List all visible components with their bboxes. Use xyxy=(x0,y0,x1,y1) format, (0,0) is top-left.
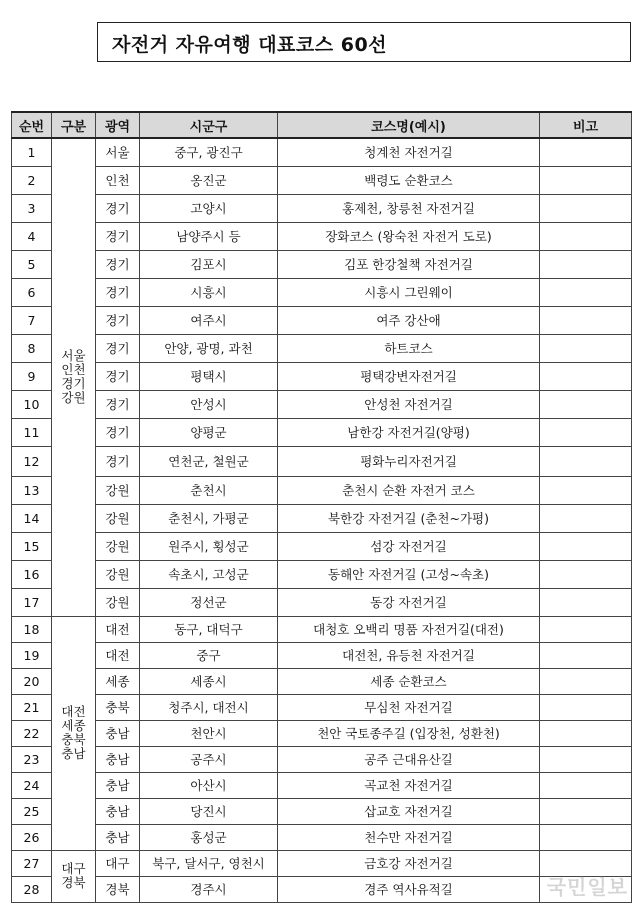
region-cell: 대구 xyxy=(96,850,140,876)
page-title: 자전거 자유여행 대표코스 60선 xyxy=(112,34,388,56)
table-row xyxy=(12,138,632,166)
course-cell: 장화코스 (왕숙천 자전거 도로) xyxy=(278,222,540,250)
group-label-line: 서울 xyxy=(61,348,86,364)
row-number: 24 xyxy=(12,772,52,798)
row-number: 27 xyxy=(12,850,52,876)
table-row xyxy=(12,588,632,616)
row-number: 26 xyxy=(12,824,52,850)
note-cell xyxy=(540,250,632,278)
city-cell: 천안시 xyxy=(140,720,278,746)
note-cell xyxy=(540,390,632,418)
region-cell: 서울 xyxy=(96,138,140,166)
row-number: 23 xyxy=(12,746,52,772)
row-number: 20 xyxy=(12,668,52,694)
group-cell xyxy=(52,616,96,850)
table-header-row xyxy=(12,112,632,138)
note-cell xyxy=(540,824,632,850)
row-number: 7 xyxy=(12,306,52,334)
note-cell xyxy=(540,138,632,166)
group-label-line: 경기 xyxy=(61,376,86,392)
course-cell: 천안 국토종주길 (입장천, 성환천) xyxy=(278,720,540,746)
course-cell: 공주 근대유산길 xyxy=(278,746,540,772)
city-cell: 남양주시 등 xyxy=(140,222,278,250)
note-cell xyxy=(540,588,632,616)
table-body xyxy=(12,138,632,902)
region-cell: 강원 xyxy=(96,532,140,560)
row-number: 25 xyxy=(12,798,52,824)
region-cell: 대전 xyxy=(96,616,140,642)
course-cell: 청계천 자전거길 xyxy=(278,138,540,166)
city-cell: 여주시 xyxy=(140,306,278,334)
course-cell: 동강 자전거길 xyxy=(278,588,540,616)
region-cell: 충남 xyxy=(96,798,140,824)
row-number: 2 xyxy=(12,166,52,194)
group-label-line: 대전 xyxy=(61,704,86,719)
table-row xyxy=(12,250,632,278)
note-cell xyxy=(540,166,632,194)
table-row xyxy=(12,616,632,642)
row-number: 17 xyxy=(12,588,52,616)
group-cell xyxy=(52,138,96,616)
city-cell: 연천군, 철원군 xyxy=(140,446,278,476)
city-cell: 중구, 광진구 xyxy=(140,138,278,166)
city-cell: 동구, 대덕구 xyxy=(140,616,278,642)
course-cell: 세종 순환코스 xyxy=(278,668,540,694)
region-cell: 충남 xyxy=(96,772,140,798)
group-label-line: 인천 xyxy=(61,362,86,378)
table-row xyxy=(12,362,632,390)
note-cell xyxy=(540,306,632,334)
course-cell: 대청호 오백리 명품 자전거길(대전) xyxy=(278,616,540,642)
city-cell: 북구, 달서구, 영천시 xyxy=(140,850,278,876)
table-row xyxy=(12,278,632,306)
city-cell: 안성시 xyxy=(140,390,278,418)
group-label-line: 충북 xyxy=(61,732,86,747)
table-row xyxy=(12,306,632,334)
course-cell: 천수만 자전거길 xyxy=(278,824,540,850)
note-cell xyxy=(540,446,632,476)
row-number: 9 xyxy=(12,362,52,390)
table-row xyxy=(12,166,632,194)
note-cell xyxy=(540,772,632,798)
city-cell: 고양시 xyxy=(140,194,278,222)
course-cell: 곡교천 자전거길 xyxy=(278,772,540,798)
course-cell: 삽교호 자전거길 xyxy=(278,798,540,824)
region-cell: 경기 xyxy=(96,334,140,362)
group-label-line: 강원 xyxy=(61,390,86,406)
group-cell xyxy=(52,850,96,902)
row-number: 4 xyxy=(12,222,52,250)
note-cell xyxy=(540,642,632,668)
course-cell: 평화누리자전거길 xyxy=(278,446,540,476)
course-table xyxy=(11,111,632,903)
region-cell: 충남 xyxy=(96,720,140,746)
note-cell xyxy=(540,560,632,588)
note-cell xyxy=(540,668,632,694)
table-row xyxy=(12,194,632,222)
table-row xyxy=(12,560,632,588)
region-cell: 강원 xyxy=(96,476,140,504)
region-cell: 경기 xyxy=(96,278,140,306)
region-cell: 강원 xyxy=(96,560,140,588)
city-cell: 정선군 xyxy=(140,588,278,616)
course-cell: 대전천, 유등천 자전거길 xyxy=(278,642,540,668)
table-row xyxy=(12,720,632,746)
note-cell xyxy=(540,798,632,824)
note-cell xyxy=(540,616,632,642)
region-cell: 경기 xyxy=(96,418,140,446)
region-cell: 경기 xyxy=(96,222,140,250)
table-row xyxy=(12,772,632,798)
table-row xyxy=(12,222,632,250)
course-cell: 평택강변자전거길 xyxy=(278,362,540,390)
note-cell xyxy=(540,362,632,390)
city-cell: 원주시, 횡성군 xyxy=(140,532,278,560)
header-region: 광역 xyxy=(96,112,140,138)
course-cell: 남한강 자전거길(양평) xyxy=(278,418,540,446)
row-number: 5 xyxy=(12,250,52,278)
course-cell: 김포 한강철책 자전거길 xyxy=(278,250,540,278)
header-note: 비고 xyxy=(540,112,632,138)
table-row xyxy=(12,798,632,824)
course-cell: 섬강 자전거길 xyxy=(278,532,540,560)
header-course: 코스명(예시) xyxy=(278,112,540,138)
row-number: 13 xyxy=(12,476,52,504)
note-cell xyxy=(540,194,632,222)
table-row xyxy=(12,390,632,418)
city-cell: 옹진군 xyxy=(140,166,278,194)
region-cell: 경기 xyxy=(96,250,140,278)
course-cell: 홍제천, 창릉천 자전거길 xyxy=(278,194,540,222)
region-cell: 경기 xyxy=(96,306,140,334)
row-number: 10 xyxy=(12,390,52,418)
group-label-line: 세종 xyxy=(61,718,86,733)
row-number: 21 xyxy=(12,694,52,720)
table-row xyxy=(12,418,632,446)
header-group: 구분 xyxy=(52,112,96,138)
course-cell: 무심천 자전거길 xyxy=(278,694,540,720)
note-cell xyxy=(540,694,632,720)
table-row xyxy=(12,532,632,560)
row-number: 18 xyxy=(12,616,52,642)
row-number: 14 xyxy=(12,504,52,532)
course-cell: 동해안 자전거길 (고성~속초) xyxy=(278,560,540,588)
note-cell xyxy=(540,720,632,746)
city-cell: 평택시 xyxy=(140,362,278,390)
group-label-line: 대구 xyxy=(61,861,86,876)
note-cell xyxy=(540,532,632,560)
title-box xyxy=(97,22,631,62)
row-number: 8 xyxy=(12,334,52,362)
row-number: 15 xyxy=(12,532,52,560)
region-cell: 경북 xyxy=(96,876,140,902)
row-number: 11 xyxy=(12,418,52,446)
course-cell: 안성천 자전거길 xyxy=(278,390,540,418)
city-cell: 춘천시, 가평군 xyxy=(140,504,278,532)
course-cell: 시흥시 그린웨이 xyxy=(278,278,540,306)
course-cell: 금호강 자전거길 xyxy=(278,850,540,876)
note-cell xyxy=(540,476,632,504)
row-number: 1 xyxy=(12,138,52,166)
note-cell xyxy=(540,418,632,446)
city-cell: 세종시 xyxy=(140,668,278,694)
table-row xyxy=(12,334,632,362)
row-number: 19 xyxy=(12,642,52,668)
row-number: 16 xyxy=(12,560,52,588)
course-cell: 하트코스 xyxy=(278,334,540,362)
city-cell: 공주시 xyxy=(140,746,278,772)
course-cell: 여주 강산애 xyxy=(278,306,540,334)
region-cell: 충남 xyxy=(96,824,140,850)
table-row xyxy=(12,642,632,668)
table-row xyxy=(12,850,632,876)
row-number: 12 xyxy=(12,446,52,476)
region-cell: 대전 xyxy=(96,642,140,668)
city-cell: 당진시 xyxy=(140,798,278,824)
region-cell: 경기 xyxy=(96,446,140,476)
row-number: 28 xyxy=(12,876,52,902)
note-cell xyxy=(540,746,632,772)
region-cell: 강원 xyxy=(96,504,140,532)
city-cell: 경주시 xyxy=(140,876,278,902)
table-row xyxy=(12,824,632,850)
city-cell: 홍성군 xyxy=(140,824,278,850)
note-cell xyxy=(540,334,632,362)
table-row xyxy=(12,876,632,902)
table-row xyxy=(12,476,632,504)
city-cell: 아산시 xyxy=(140,772,278,798)
region-cell: 강원 xyxy=(96,588,140,616)
course-cell: 백령도 순환코스 xyxy=(278,166,540,194)
watermark-logo: 국민일보 xyxy=(546,875,628,899)
group-label-line: 경북 xyxy=(61,875,86,890)
row-number: 3 xyxy=(12,194,52,222)
region-cell: 충남 xyxy=(96,746,140,772)
note-cell xyxy=(540,278,632,306)
header-city: 시군구 xyxy=(140,112,278,138)
table-row xyxy=(12,694,632,720)
city-cell: 김포시 xyxy=(140,250,278,278)
course-cell: 북한강 자전거길 (춘천~가평) xyxy=(278,504,540,532)
table-row xyxy=(12,446,632,476)
course-cell: 춘천시 순환 자전거 코스 xyxy=(278,476,540,504)
region-cell: 인천 xyxy=(96,166,140,194)
course-cell: 경주 역사유적길 xyxy=(278,876,540,902)
table-row xyxy=(12,668,632,694)
group-label-line: 충남 xyxy=(61,746,86,761)
city-cell: 속초시, 고성군 xyxy=(140,560,278,588)
region-cell: 경기 xyxy=(96,194,140,222)
city-cell: 안양, 광명, 과천 xyxy=(140,334,278,362)
city-cell: 춘천시 xyxy=(140,476,278,504)
city-cell: 중구 xyxy=(140,642,278,668)
city-cell: 청주시, 대전시 xyxy=(140,694,278,720)
table-row xyxy=(12,746,632,772)
header-no: 순번 xyxy=(12,112,52,138)
note-cell xyxy=(540,222,632,250)
note-cell xyxy=(540,504,632,532)
region-cell: 경기 xyxy=(96,390,140,418)
region-cell: 충북 xyxy=(96,694,140,720)
city-cell: 양평군 xyxy=(140,418,278,446)
table-row xyxy=(12,504,632,532)
city-cell: 시흥시 xyxy=(140,278,278,306)
row-number: 6 xyxy=(12,278,52,306)
region-cell: 경기 xyxy=(96,362,140,390)
row-number: 22 xyxy=(12,720,52,746)
region-cell: 세종 xyxy=(96,668,140,694)
